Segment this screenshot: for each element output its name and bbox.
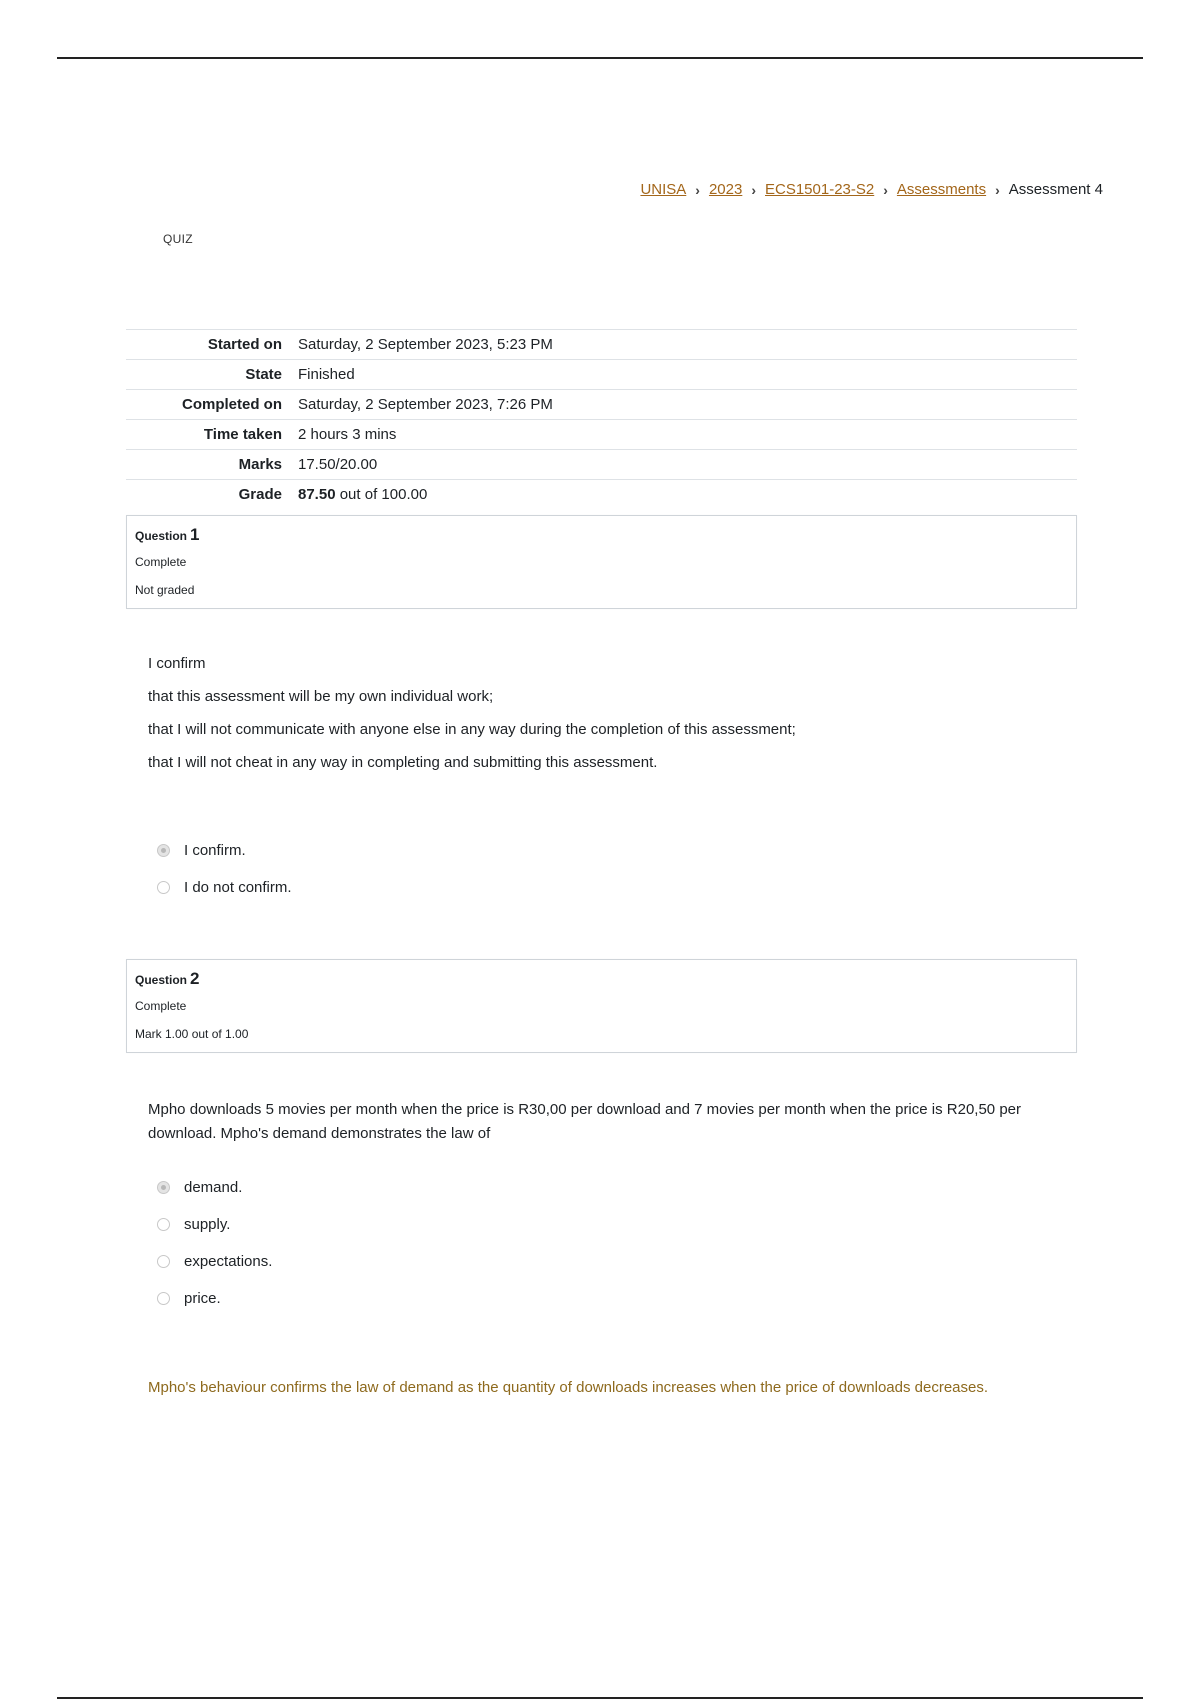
summary-value: 17.50/20.00 [298, 456, 378, 473]
summary-label: Started on [207, 336, 282, 353]
summary-row [126, 390, 1077, 420]
question-status: Complete [135, 555, 187, 569]
grade-suffix: out of 100.00 [339, 486, 428, 503]
question-number [135, 525, 199, 545]
summary-row-grade [126, 480, 1077, 510]
breadcrumb-link-course[interactable]: ECS1501-23-S2 [765, 181, 875, 198]
grade-value: 87.50 [298, 486, 336, 503]
summary-label: Completed on [182, 396, 282, 413]
question-text: Mpho downloads 5 movies per month when the price is R30,00 per download and 7 movies per month when the price is R20,50 per download. Mpho's demand demonstrates the law of [148, 1101, 1021, 1142]
attempt-summary-table [126, 329, 1077, 509]
summary-label: Time taken [203, 426, 282, 443]
answer-label: price. [184, 1290, 221, 1307]
question-2-text [148, 1098, 1028, 1155]
question-1-text [148, 652, 796, 784]
answer-label: expectations. [184, 1253, 273, 1270]
answer-label: supply. [184, 1216, 231, 1233]
top-rule [57, 57, 1143, 59]
answer-label: I do not confirm. [184, 879, 292, 896]
summary-label: State [245, 366, 282, 383]
summary-row [126, 450, 1077, 480]
radio-unchecked-icon[interactable] [157, 1292, 170, 1305]
answer-option[interactable] [157, 1280, 272, 1317]
question-2-info [126, 959, 1077, 1053]
question-mark: Mark 1.00 out of 1.00 [135, 1027, 249, 1041]
question-text-line: I confirm [148, 655, 206, 672]
radio-unchecked-icon[interactable] [157, 881, 170, 894]
answer-option[interactable] [157, 832, 292, 869]
question-word: Question [135, 529, 188, 543]
bottom-rule [57, 1697, 1143, 1699]
question-2-feedback: Mpho's behaviour confirms the law of demand as the quantity of downloads increases when the price of downloads decreases. [148, 1379, 989, 1396]
question-mark: Not graded [135, 583, 195, 597]
answer-option[interactable] [157, 1243, 272, 1280]
summary-row [126, 330, 1077, 360]
breadcrumb-link-year[interactable]: 2023 [708, 181, 743, 198]
radio-checked-icon[interactable] [157, 1181, 170, 1194]
question-word: Question [135, 973, 188, 987]
question-2-answers [157, 1169, 272, 1317]
answer-label: demand. [184, 1179, 243, 1196]
question-text-line: that this assessment will be my own individual work; [148, 688, 494, 705]
breadcrumb-current: Assessment 4 [1008, 181, 1103, 198]
summary-value: 2 hours 3 mins [298, 426, 397, 443]
chevron-right-icon: › [995, 181, 1000, 198]
chevron-right-icon: › [883, 181, 888, 198]
radio-unchecked-icon[interactable] [157, 1255, 170, 1268]
answer-option[interactable] [157, 1169, 272, 1206]
question-status: Complete [135, 999, 187, 1013]
question-number-value: 2 [190, 969, 200, 988]
summary-value: Finished [298, 366, 355, 383]
answer-option[interactable] [157, 1206, 272, 1243]
question-1-info [126, 515, 1077, 609]
question-1-answers [157, 832, 292, 906]
chevron-right-icon: › [751, 181, 756, 198]
answer-option[interactable] [157, 869, 292, 906]
question-number [135, 969, 199, 989]
radio-checked-icon[interactable] [157, 844, 170, 857]
breadcrumb-link-unisa[interactable]: UNISA [640, 181, 687, 198]
grade-value-cell [298, 480, 1077, 510]
question-text-line: that I will not communicate with anyone else in any way during the completion of this assessment; [148, 721, 796, 738]
answer-label: I confirm. [184, 842, 246, 859]
radio-unchecked-icon[interactable] [157, 1218, 170, 1231]
summary-label: Marks [238, 456, 282, 473]
breadcrumb [640, 181, 1103, 198]
question-text-line: that I will not cheat in any way in completing and submitting this assessment. [148, 754, 658, 771]
summary-row [126, 420, 1077, 450]
summary-row [126, 360, 1077, 390]
summary-value: Saturday, 2 September 2023, 7:26 PM [298, 396, 553, 413]
page-label: QUIZ [163, 232, 193, 246]
question-number-value: 1 [190, 525, 200, 544]
summary-value: Saturday, 2 September 2023, 5:23 PM [298, 336, 553, 353]
grade-label: Grade [238, 486, 282, 503]
breadcrumb-link-assessments[interactable]: Assessments [896, 181, 987, 198]
chevron-right-icon: › [695, 181, 700, 198]
